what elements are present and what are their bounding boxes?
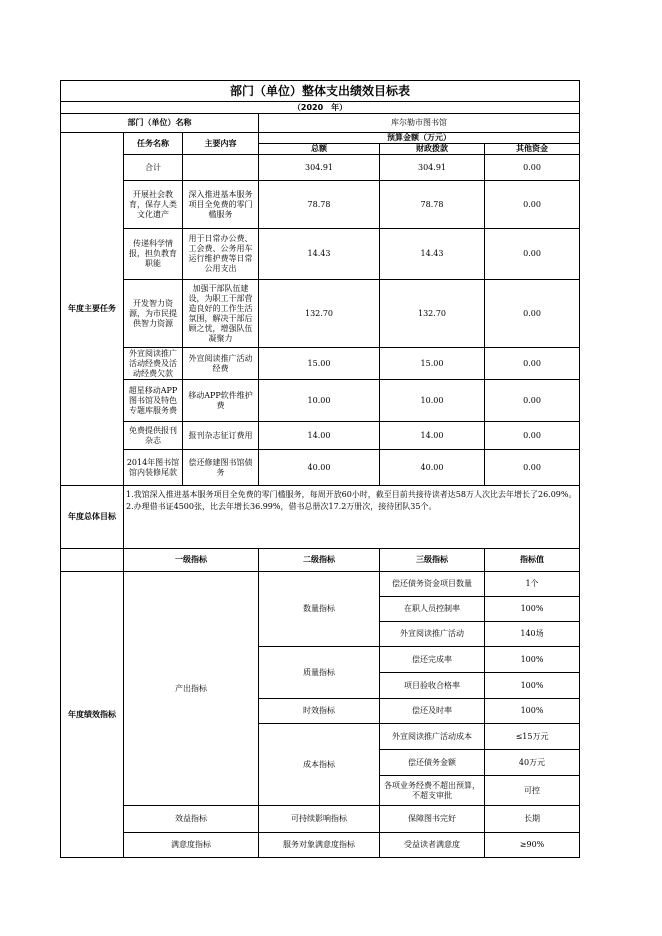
task-row (61, 380, 580, 422)
indicator-value: 可控 (485, 776, 580, 806)
task-other: 0.00 (485, 229, 580, 280)
satisfaction-indicator: 满意度指标 (124, 833, 259, 858)
budget-amount-header: 预算金额（万元） (259, 133, 580, 144)
indicator-row (61, 833, 580, 858)
overall-goal-line: 1.我馆深入推进基本服务项目全免费的零门槛服务，每周开放60小时，截至目前共接待读者达58万人次比去年增长了26.09%。 (126, 490, 577, 499)
task-name: 开展社会教育，保存人类文化遗产 (124, 181, 183, 229)
task-row (61, 155, 580, 181)
task-total: 15.00 (259, 348, 380, 380)
level3-indicator: 在职人员控制率 (380, 597, 485, 622)
value-header: 指标值 (485, 549, 580, 572)
level3-indicator: 项目验收合格率 (380, 673, 485, 699)
level3-header: 三级指标 (380, 549, 485, 572)
level3-indicator: 偿还及时率 (380, 699, 485, 724)
level3-indicator: 外宣阅读推广活动 (380, 622, 485, 647)
task-name: 2014年图书馆馆内装修尾款 (124, 450, 183, 486)
other-header: 其他资金 (485, 144, 580, 155)
task-other: 0.00 (485, 155, 580, 181)
task-other: 0.00 (485, 280, 580, 348)
level3-indicator: 偿还完成率 (380, 647, 485, 673)
level3-indicator: 偿还债务资金项目数量 (380, 572, 485, 597)
task-content (183, 155, 259, 181)
task-fiscal: 14.43 (380, 229, 485, 280)
quantity-indicator: 数量指标 (259, 572, 380, 647)
task-row (61, 229, 580, 280)
task-row (61, 422, 580, 450)
task-row (61, 450, 580, 486)
task-fiscal: 304.91 (380, 155, 485, 181)
task-name: 传递科学情报，担负教育职能 (124, 229, 183, 280)
indicator-row (61, 572, 580, 597)
overall-goal-line: 2.办理借书证4500张，比去年增长36.99%，借书总册次17.2万册次，接待团队35个。 (126, 502, 437, 511)
sustainable-indicator: 可持续影响指标 (259, 806, 380, 833)
task-other: 0.00 (485, 422, 580, 450)
indicator-value: ≤15万元 (485, 724, 580, 750)
year-label: （2020 年） (61, 102, 580, 114)
benefit-indicator: 效益指标 (124, 806, 259, 833)
level3-indicator: 外宣阅读推广活动成本 (380, 724, 485, 750)
task-fiscal: 14.00 (380, 422, 485, 450)
fiscal-header: 财政拨款 (380, 144, 485, 155)
indicator-value: 140场 (485, 622, 580, 647)
task-fiscal: 40.00 (380, 450, 485, 486)
level3-indicator: 保障图书完好 (380, 806, 485, 833)
indicator-value: 100% (485, 673, 580, 699)
task-other: 0.00 (485, 450, 580, 486)
task-content: 移动APP软件维护费 (183, 380, 259, 422)
indicator-value: ≥90% (485, 833, 580, 858)
task-other: 0.00 (485, 348, 580, 380)
task-content: 加强干部队伍建设，为职工干部营造良好的工作生活氛围，解决干部后顾之忧，增强队伍凝聚力 (183, 280, 259, 348)
indicator-value: 100% (485, 699, 580, 724)
annual-tasks-label: 年度主要任务 (61, 133, 124, 486)
task-content: 报刊杂志征订费用 (183, 422, 259, 450)
task-row (61, 181, 580, 229)
task-total: 14.00 (259, 422, 380, 450)
task-content: 深入推进基本服务项目全免费的零门槛服务 (183, 181, 259, 229)
task-other: 0.00 (485, 181, 580, 229)
page-title: 部门（单位）整体支出绩效目标表 (61, 81, 580, 102)
performance-label: 年度绩效指标 (61, 572, 124, 858)
task-total: 132.70 (259, 280, 380, 348)
indicator-value: 100% (485, 647, 580, 673)
total-header: 总额 (259, 144, 380, 155)
task-content: 外宣阅读推广活动经费 (183, 348, 259, 380)
timeliness-indicator: 时效指标 (259, 699, 380, 724)
task-fiscal: 10.00 (380, 380, 485, 422)
main-content-header: 主要内容 (183, 133, 259, 155)
output-indicator: 产出指标 (124, 572, 259, 806)
indicator-value: 1个 (485, 572, 580, 597)
level3-indicator: 受益读者满意度 (380, 833, 485, 858)
unit-name: 库尔勒市图书馆 (259, 114, 580, 133)
service-satisfaction-indicator: 服务对象满意度指标 (259, 833, 380, 858)
task-content: 偿还修建图书馆债务 (183, 450, 259, 486)
task-other: 0.00 (485, 380, 580, 422)
performance-target-table (60, 80, 580, 858)
level2-header: 二级指标 (259, 549, 380, 572)
task-content: 用于日常办公费、工会费、公务用车运行维护费等日常公用支出 (183, 229, 259, 280)
indicator-corner (61, 549, 124, 572)
overall-goal-label: 年度总体目标 (61, 486, 124, 549)
task-total: 78.78 (259, 181, 380, 229)
task-name: 超星移动APP图书馆及特色专题库服务费 (124, 380, 183, 422)
level1-header: 一级指标 (124, 549, 259, 572)
task-name: 合计 (124, 155, 183, 181)
indicator-row (61, 806, 580, 833)
level3-indicator: 偿还债务金额 (380, 750, 485, 776)
task-total: 304.91 (259, 155, 380, 181)
indicator-value: 100% (485, 597, 580, 622)
level3-indicator: 各项业务经费不超出预算，不超支审批 (380, 776, 485, 806)
task-total: 40.00 (259, 450, 380, 486)
overall-goal (124, 486, 580, 549)
task-name: 免费提供报刊杂志 (124, 422, 183, 450)
task-row (61, 280, 580, 348)
task-name: 外宣阅读推广活动经费及活动经费欠款 (124, 348, 183, 380)
performance-target-sheet (60, 80, 579, 858)
indicator-value: 长期 (485, 806, 580, 833)
cost-indicator: 成本指标 (259, 724, 380, 806)
task-fiscal: 78.78 (380, 181, 485, 229)
indicator-value: 40万元 (485, 750, 580, 776)
task-row (61, 348, 580, 380)
unit-label: 部门（单位）名称 (61, 114, 259, 133)
task-fiscal: 15.00 (380, 348, 485, 380)
quality-indicator: 质量指标 (259, 647, 380, 699)
task-name: 开发智力资源，为市民提供智力资源 (124, 280, 183, 348)
task-total: 10.00 (259, 380, 380, 422)
task-fiscal: 132.70 (380, 280, 485, 348)
task-name-header: 任务名称 (124, 133, 183, 155)
task-total: 14.43 (259, 229, 380, 280)
